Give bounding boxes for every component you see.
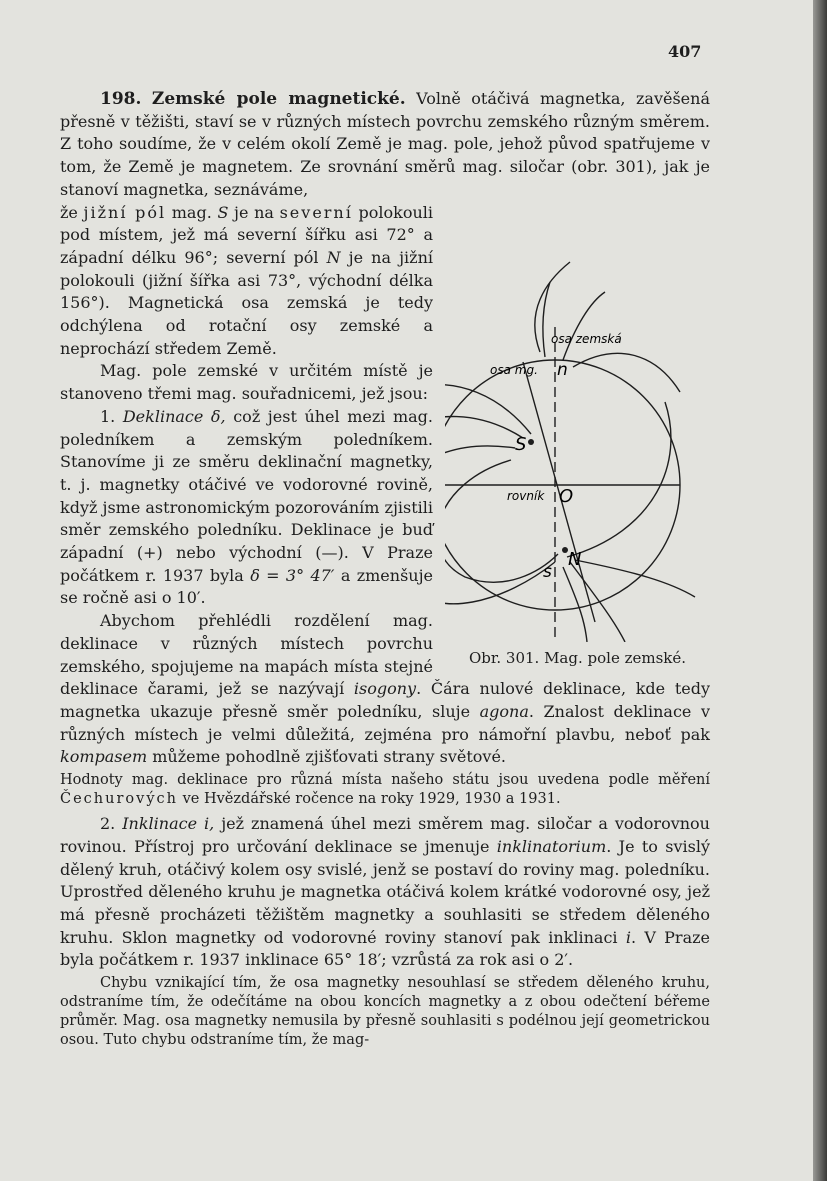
- label-north-pole: N: [568, 548, 582, 570]
- field-line: [573, 353, 680, 392]
- label-s: s: [543, 561, 552, 582]
- figure-caption: Obr. 301. Mag. pole zemské.: [468, 648, 687, 667]
- paragraph-inclination: 2. Inklinace i, jež znamená úhel mezi směrem mag. siločar a vodorovnou rovinou. Přístroj pro určování deklinace se jmenuje inklinatorium. Je to svislý dělený kruh, otáčivý kolem osy svislé, jenž se postaví do roviny mag. poledníku. Uprostřed děleného kruhu je magnetka otáčivá kolem krátké vodorovné osy, jež má přesně procházeti těžištěm magnetky a souhlasiti se středem děleného kruhu. Sklon magnetky od vodorovné roviny stanoví pak inklinaci i. V Praze byla počátkem r. 1937 inklinace 65° 18′; vzrůstá za rok asi o 2′.: [60, 814, 711, 970]
- section-198-paragraph: 198. Zemské pole magnetické. Volně otáčivá magnetka, zavěšená přesně v těžišti, staví se v různých místech povrchu zemského různým směrem. Z toho soudíme, že v celém okolí Země je mag. pole, jehož původ spatřujeme v tom, že Země je magnetem. Ze srovnání směrů mag. siločar (obr. 301), jak je stanoví magnetka, seznáváme,: [60, 89, 710, 199]
- field-line: [563, 292, 605, 360]
- figure-301: [445, 202, 710, 667]
- paragraph-coordinates: Mag. pole zemské v určitém místě je stanoveno třemi mag. souřadnicemi, jež jsou:: [60, 361, 433, 404]
- field-line: [567, 402, 671, 557]
- field-line: [575, 560, 695, 597]
- magnetic-field-diagram: [445, 202, 710, 642]
- label-axis-earth: osa zemská: [551, 331, 622, 346]
- label-n: n: [557, 359, 568, 380]
- paragraph-declination: 1. Deklinace δ, což jest úhel mezi mag. poledníkem a zemským poledníkem. Stanovíme ji ze směru deklinační magnetky, t. j. magnetky otáčivé ve vodorovné rovině, když jsme astronomickým pozorováním zjistili směr zemského poledníku. Deklinace je buď západní (+) nebo východní (—). V Praze počátkem r. 1937 byla δ = 3° 47′ a zmenšuje se ročně asi o 10′.: [60, 406, 434, 608]
- field-line: [445, 460, 558, 582]
- south-pole-dot: [528, 439, 534, 445]
- label-south-pole: S: [515, 433, 527, 455]
- paragraph-isogony: Abychom přehlédli rozdělení mag. deklinace v různých místech povrchu zemského, spojujeme na mapách místa stejné deklinace čarami, jež se nazývají isogony. Čára nulové deklinace, kde tedy magnetka ukazuje přesně směr poledníku, sluje agona. Znalost deklinace v různých místech je velmi důležitá, zejména pro námořní plavbu, neboť pak kompasem můžeme pohodlně zjišťovati strany světové.: [60, 611, 711, 767]
- page-number: 407: [668, 42, 702, 61]
- field-line: [543, 282, 550, 357]
- section-title: Zemské pole magnetické.: [151, 89, 406, 109]
- page-edge: [813, 0, 827, 1181]
- page-text: [60, 88, 710, 1054]
- label-equator: rovník: [507, 488, 545, 503]
- label-axis-mag: osa mg.: [490, 362, 538, 377]
- field-line: [445, 445, 555, 603]
- section-number: 198.: [100, 89, 142, 109]
- note-inclination-error: Chybu vznikající tím, že osa magnetky nesouhlasí se středem děleného kruhu, odstraníme tím, že odečítáme na obou koncích magnetky a z obou odečtení béřeme průměr. Mag. osa magnetky nemusila by přesně souhlasiti s podélnou její geometrickou osou. Tuto chybu odstraníme tím, že mag-: [60, 975, 710, 1049]
- field-line: [445, 416, 523, 541]
- label-center: O: [559, 485, 574, 507]
- note-declination-values: Hodnoty mag. deklinace pro různá místa našeho státu jsou uvedena podle měření Čechurových ve Hvězdářské ročence na roky 1929, 1930 a 1931.: [60, 772, 710, 808]
- paragraph-poles: že jižní pól mag. S je na severní polokouli pod místem, jež má severní šířku asi 72° a západní délku 96°; severní pól N je na jižní polokouli (jižní šířka asi 73°, východní délka 156°). Magnetická osa zemská je tedy odchýlena od rotační osy zemské a neprochází středem Země.: [60, 202, 434, 358]
